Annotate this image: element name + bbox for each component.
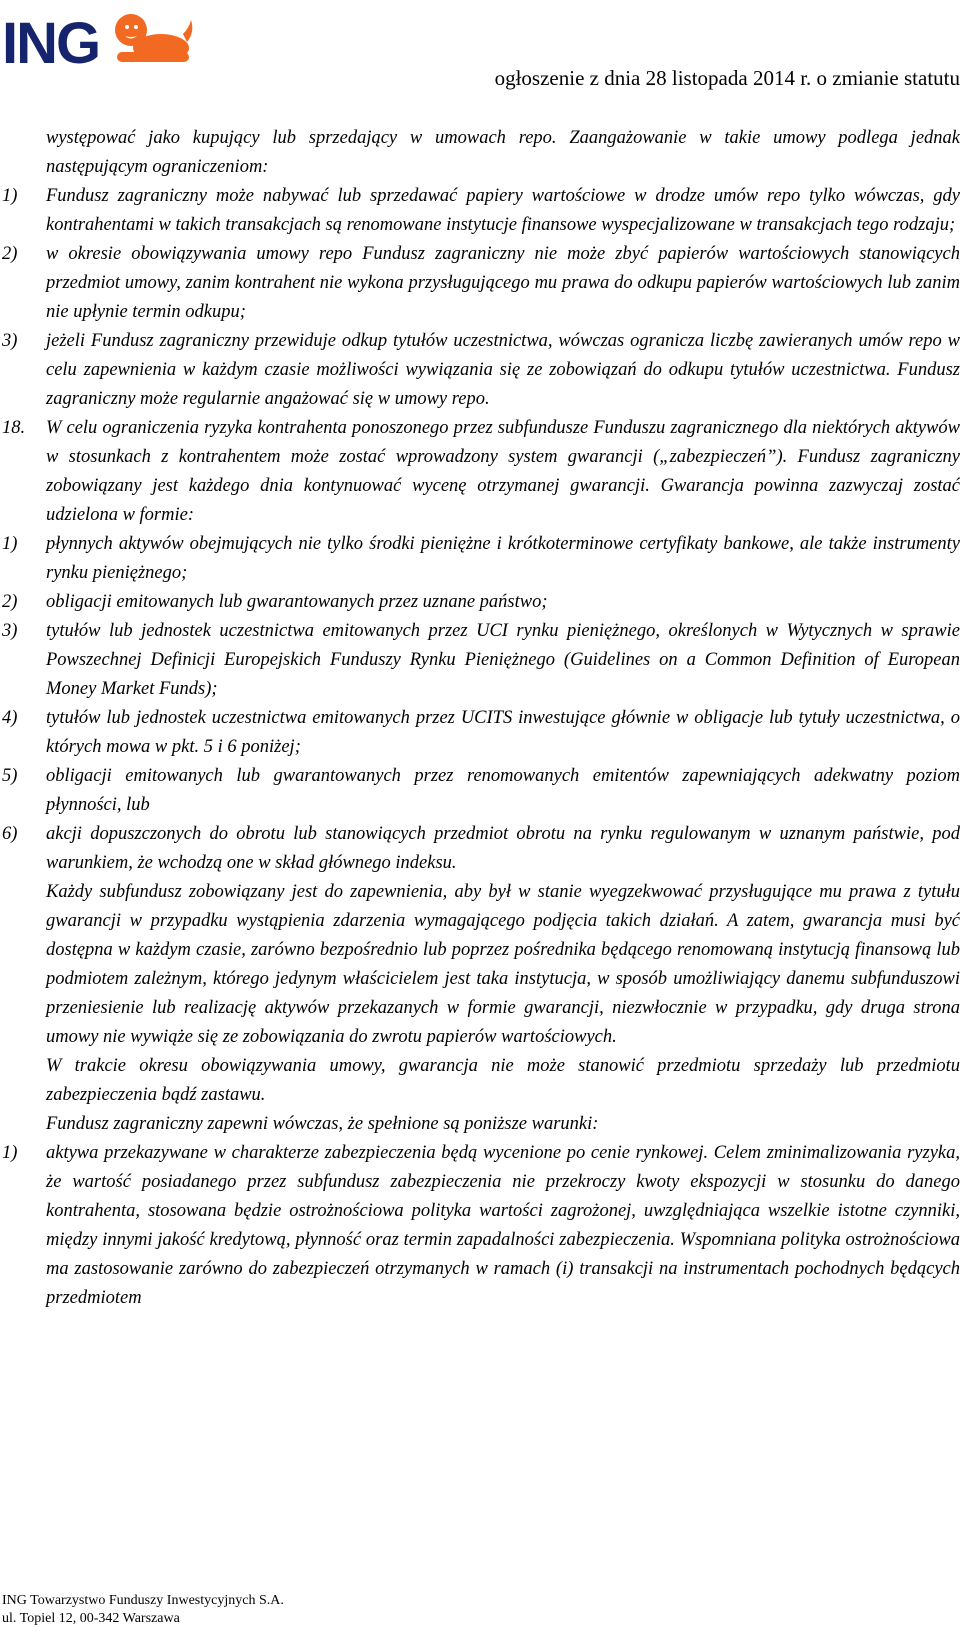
paragraph-text: tytułów lub jednostek uczestnictwa emitowanych przez UCI rynku pieniężnego, określonych w Wytycznych w sprawie Powszechnej Definicji Europejskich Funduszy Rynku Pieniężnego (Guidelines on a Common Definition of European Money Market Funds);	[46, 621, 960, 699]
list-item	[0, 240, 960, 327]
paragraph-text: obligacji emitowanych lub gwarantowanych przez uznane państwo;	[46, 592, 548, 612]
paragraph-text: Fundusz zagraniczny zapewni wówczas, że spełnione są poniższe warunki:	[46, 1114, 599, 1134]
list-item	[0, 414, 960, 530]
paragraph	[0, 878, 960, 1052]
paragraph-text: w okresie obowiązywania umowy repo Fundusz zagraniczny nie może zbyć papierów wartościowych stanowiących przedmiot umowy, zanim kontrahent nie wykona przysługującego mu prawa do odkupu papierów wartościowych lub zanim nie upłynie termin odkupu;	[46, 244, 960, 322]
list-item	[0, 588, 960, 617]
paragraph	[0, 124, 960, 182]
item-number: 6)	[2, 824, 18, 844]
list-item	[0, 762, 960, 820]
item-number: 1)	[2, 186, 18, 206]
item-number: 2)	[2, 244, 18, 264]
logo-text: ING	[2, 11, 100, 76]
page-header	[0, 0, 960, 110]
document-body	[0, 124, 960, 1313]
paragraph-text: W celu ograniczenia ryzyka kontrahenta ponoszonego przez subfundusze Funduszu zagranicznego dla niektórych aktywów w stosunkach z kontrahentem może zostać wprowadzony system gwarancji („zabezpieczeń”). Fundusz zagraniczny zobowiązany jest każdego dnia kontynuować wycenę otrzymanej gwarancji. Gwarancja powinna zazwyczaj zostać udzielona w formie:	[46, 418, 960, 525]
item-number: 5)	[2, 766, 18, 786]
lion-logo-icon	[103, 8, 195, 70]
ing-logo	[2, 8, 195, 74]
item-number: 3)	[2, 331, 18, 351]
item-number: 2)	[2, 592, 18, 612]
list-item	[0, 617, 960, 704]
page-footer	[2, 1592, 284, 1628]
paragraph-text: płynnych aktywów obejmujących nie tylko środki pieniężne i krótkoterminowe certyfikaty bankowe, ale także instrumenty rynku pieniężnego;	[46, 534, 960, 583]
paragraph-text: akcji dopuszczonych do obrotu lub stanowiących przedmiot obrotu na rynku regulowanym w uznanym państwie, pod warunkiem, że wchodzą one w skład głównego indeksu.	[46, 824, 960, 873]
paragraph-text: W trakcie okresu obowiązywania umowy, gwarancja nie może stanowić przedmiotu sprzedaży lub przedmiotu zabezpieczenia bądź zastawu.	[46, 1056, 960, 1105]
item-number: 18.	[2, 418, 26, 438]
footer-company: ING Towarzystwo Funduszy Inwestycyjnych S.A.	[2, 1593, 284, 1608]
paragraph	[0, 1052, 960, 1110]
footer-address: ul. Topiel 12, 00-342 Warszawa	[2, 1611, 180, 1626]
list-item	[0, 182, 960, 240]
list-item	[0, 820, 960, 878]
paragraph-text: występować jako kupujący lub sprzedający w umowach repo. Zaangażowanie w takie umowy podlega jednak następującym ograniczeniom:	[46, 128, 960, 177]
paragraph-text: Każdy subfundusz zobowiązany jest do zapewnienia, aby był w stanie wyegzekwować przysługujące mu prawa z tytułu gwarancji w przypadku wystąpienia zdarzenia wymagającego podjęcia takich działań. A zatem, gwarancja musi być dostępna w każdym czasie, zarówno bezpośrednio lub poprzez pośrednika będącego renomowaną instytucją finansową lub podmiotem zależnym, którego jedynym właścicielem jest taka instytucja, w sposób umożliwiający danemu subfunduszowi przeniesienie lub realizację aktywów przekazanych w formie gwarancji, niezwłocznie w przypadku, gdy druga strona umowy nie wywiąże się ze zobowiązania do zwrotu papierów wartościowych.	[46, 882, 960, 1047]
list-item	[0, 704, 960, 762]
paragraph-text: Fundusz zagraniczny może nabywać lub sprzedawać papiery wartościowe w drodze umów repo tylko wówczas, gdy kontrahentami w takich transakcjach są renomowane instytucje finansowe wyspecjalizowane w transakcjach tego rodzaju;	[46, 186, 960, 235]
item-number: 4)	[2, 708, 18, 728]
item-number: 1)	[2, 534, 18, 554]
list-item	[0, 530, 960, 588]
item-number: 3)	[2, 621, 18, 641]
paragraph-text: tytułów lub jednostek uczestnictwa emitowanych przez UCITS inwestujące głównie w obligacje lub tytuły uczestnictwa, o których mowa w pkt. 5 i 6 poniżej;	[46, 708, 960, 757]
paragraph	[0, 1110, 960, 1139]
item-number: 1)	[2, 1143, 18, 1163]
paragraph-text: jeżeli Fundusz zagraniczny przewiduje odkup tytułów uczestnictwa, wówczas ogranicza liczbę zawieranych umów repo w celu zapewnienia w każdym czasie możliwości wywiązania się ze zobowiązań do odkupu tytułów uczestnictwa. Fundusz zagraniczny może regularnie angażować się w umowy repo.	[46, 331, 960, 409]
notice-title: ogłoszenie z dnia 28 listopada 2014 r. o zmianie statutu	[494, 66, 960, 90]
list-item	[0, 1139, 960, 1313]
paragraph-text: obligacji emitowanych lub gwarantowanych przez renomowanych emitentów zapewniających adekwatny poziom płynności, lub	[46, 766, 960, 815]
list-item	[0, 327, 960, 414]
paragraph-text: aktywa przekazywane w charakterze zabezpieczenia będą wycenione po cenie rynkowej. Celem zminimalizowania ryzyka, że wartość posiadanego przez subfundusz zabezpieczenia nie przekroczy kwoty ekspozycji w stosunku do danego kontrahenta, stosowana będzie ostrożnościowa polityka wartości zagrożonej, uwzględniająca wszelkie istotne czynniki, między innymi jakość kredytową, płynność oraz termin zapadalności zabezpieczenia. Wspomniana polityka ostrożnościowa ma zastosowanie zarówno do zabezpieczeń otrzymanych w ramach (i) transakcji na instrumentach pochodnych będących przedmiotem	[46, 1143, 960, 1308]
